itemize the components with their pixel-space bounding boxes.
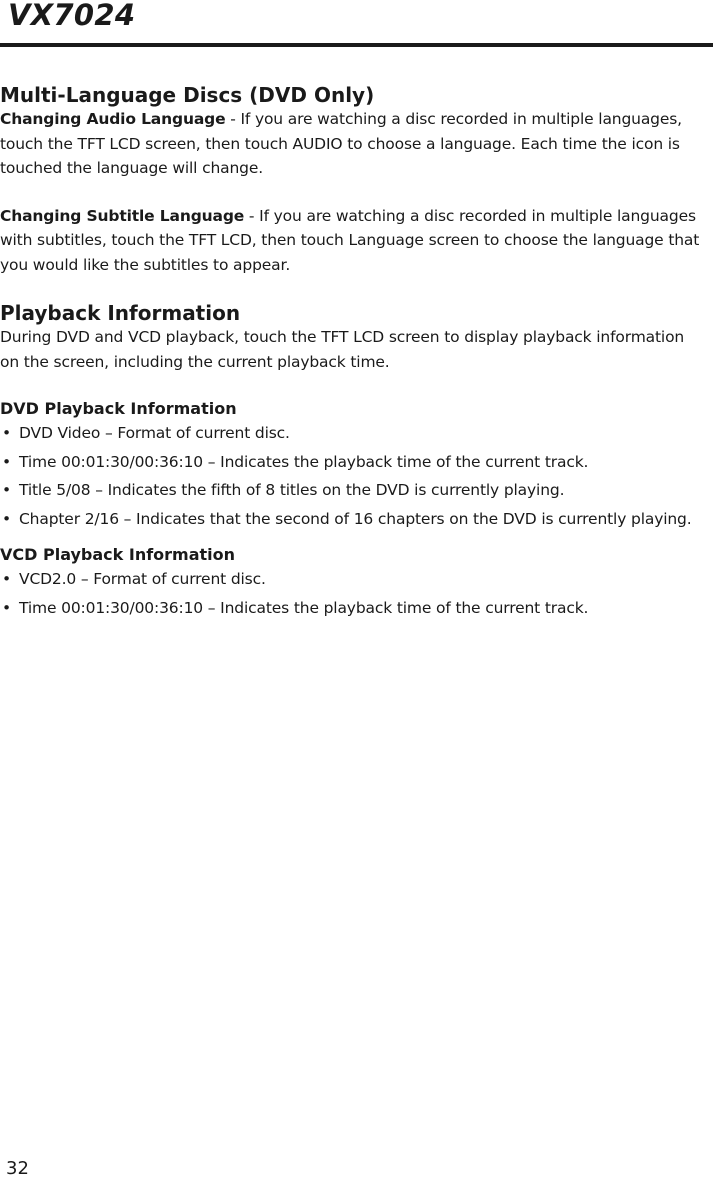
subtitle-language-label: Changing Subtitle Language <box>0 206 245 225</box>
bullet-icon: • <box>2 481 11 499</box>
audio-language-label: Changing Audio Language <box>0 110 226 128</box>
vcd-playback-list <box>0 567 705 620</box>
playback-information-intro: During DVD and VCD playback, touch the TFT LCD screen to display playback information on the screen, including the current playback time. <box>0 328 685 371</box>
page-number: 32 <box>6 1158 29 1179</box>
list-item: • Time 00:01:30/00:36:10 – Indicates the playback time of the current track. <box>0 596 705 621</box>
vcd-playback-heading: VCD Playback Information <box>0 545 236 564</box>
bullet-icon: • <box>2 424 11 442</box>
model-title: VX7024 <box>8 0 136 32</box>
multi-language-heading: Multi-Language Discs (DVD Only) <box>0 83 375 107</box>
bullet-icon: • <box>2 452 11 471</box>
list-item: • VCD2.0 – Format of current disc. <box>0 567 705 592</box>
page-header <box>0 0 713 47</box>
list-item: • Title 5/08 – Indicates the fifth of 8 titles on the DVD is currently playing. <box>0 478 705 503</box>
list-item: • DVD Video – Format of current disc. <box>0 421 705 446</box>
list-item: • Time 00:01:30/00:36:10 – Indicates the playback time of the current track. <box>0 450 705 475</box>
document-body <box>0 83 705 624</box>
list-item: • Chapter 2/16 – Indicates that the second of 16 chapters on the DVD is currently playing. <box>0 507 705 532</box>
audio-language-paragraph <box>0 107 705 181</box>
subtitle-language-text: - If you are watching a disc recorded in multiple languages with subtitles, touch the TFT LCD, then touch Language screen to choose the language that you would like the subtitles to appear. <box>0 206 700 274</box>
playback-information-heading: Playback Information <box>0 301 241 325</box>
audio-language-text: - If you are watching a disc recorded in multiple languages, touch the TFT LCD screen, then touch AUDIO to choose a language. Each time the icon is touched the language will change. <box>0 110 682 177</box>
bullet-icon: • <box>2 509 11 528</box>
dvd-playback-heading: DVD Playback Information <box>0 399 237 418</box>
dvd-playback-list <box>0 421 705 531</box>
bullet-icon: • <box>2 570 11 588</box>
bullet-icon: • <box>2 598 11 617</box>
subtitle-language-paragraph <box>0 204 705 278</box>
